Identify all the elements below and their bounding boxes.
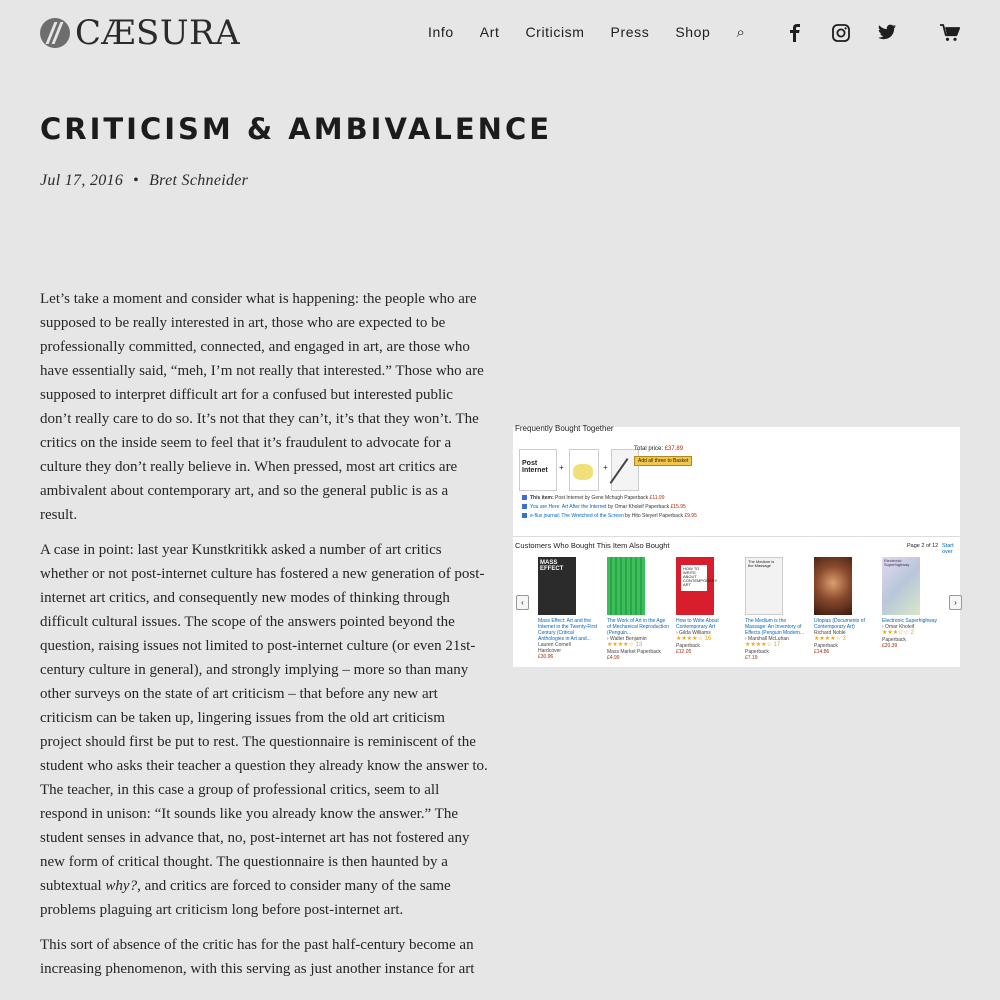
product-title[interactable]: The Work of Art in the Age of Mechanical Reproduction (Penguin... (607, 618, 669, 636)
product-price: £14.86 (814, 649, 830, 655)
product-author: › Gilda Williams (676, 630, 711, 636)
nav-art[interactable]: Art (479, 24, 500, 40)
product-rating: ★★★★☆ 13 (607, 642, 643, 648)
product-author: Lauren Cornell (538, 642, 571, 648)
row-lead: This item: (530, 495, 554, 501)
product-rating: ★★★★☆ 3 (814, 636, 846, 642)
article-title: CRITICISM & AMBIVALENCE (40, 112, 553, 146)
row-price: £9.95 (684, 513, 697, 519)
product-format: Mass Market Paperback (607, 649, 661, 655)
total-label: Total price: (634, 446, 664, 452)
paragraph-1: Let’s take a moment and consider what is happening: the people who are supposed to be really interested in art, those who are expected to be professionally committed, connected, and engaged in art, are those who have essentially said, “meh, I’m not really that interested.” Those who are supposed to interpret difficult art for a confused but interested public don’t really care to do so. It’s not that they can’t, it’s that they won’t. The critics on the inside seem to feel that it’s fraudulent to advocate for a culture they don’t really believe in. When pressed, most art critics are ambivalent about contemporary art, and so the general public is as a result. (40, 291, 484, 523)
product-title[interactable]: How to Write About Contemporary Art (676, 618, 719, 630)
cart-icon[interactable] (940, 24, 960, 42)
product-author: › Walter Benjamin (607, 636, 647, 642)
product-format: Paperback (882, 637, 906, 643)
paragraph-2-emphasis: why? (105, 878, 138, 894)
product-format: Hardcover (538, 648, 562, 654)
site-logo[interactable] (40, 13, 241, 53)
product-author: › Omar Kholeif (882, 624, 915, 630)
book-thumb-art-after-internet (569, 449, 599, 491)
paragraph-2 (40, 538, 488, 922)
product-price: £7.19 (745, 655, 758, 661)
nav-press[interactable]: Press (610, 24, 650, 40)
fbt-title: Frequently Bought Together (515, 424, 614, 433)
brand-name: CÆSURA (75, 13, 241, 53)
product-cover[interactable] (814, 557, 852, 615)
row-format: Paperback (659, 513, 683, 519)
product-cover[interactable] (607, 557, 645, 615)
fbt-row-1 (522, 495, 664, 501)
product-title[interactable]: Utopias (Documents of Contemporary Art) (814, 618, 865, 630)
product-cover-label: HOW TO WRITE ABOUT CONTEMPORARY ART (681, 565, 707, 591)
product-rating: ★★★☆☆ 2 (882, 630, 914, 636)
product-cover[interactable]: MASS EFFECT (538, 557, 576, 615)
row-author: by Hito Steyerl (625, 513, 658, 519)
start-over-link[interactable]: Start over (942, 543, 954, 555)
product-rating: ★★★★☆ 17 (745, 642, 781, 648)
fbt-row-2 (522, 504, 686, 510)
nav-shop[interactable]: Shop (675, 24, 711, 40)
section-divider (513, 536, 960, 537)
logo-mark-icon (40, 18, 70, 48)
article-figure-screenshot (513, 424, 960, 667)
paragraph-2-text-b: , and critics are forced to consider many of the same problems plaguing art criticism long before post-internet art. (40, 878, 451, 918)
row-format: Paperback (645, 504, 670, 510)
page-of-label: Page 2 of 12 (907, 543, 939, 549)
checkbox-icon[interactable] (522, 504, 527, 509)
row-author: by Gene Mchugh (584, 495, 623, 501)
product-price: £30.96 (538, 654, 554, 660)
nav-info[interactable]: Info (428, 24, 454, 40)
article-body (40, 287, 488, 992)
row-title: Post Internet (555, 495, 584, 501)
product-title[interactable]: The Medium is the Massage: An Inventory of Effects (Penguin Modern... (745, 618, 805, 636)
twitter-icon[interactable] (878, 24, 896, 40)
article-author[interactable]: Bret Schneider (149, 172, 249, 189)
row-format: Paperback (624, 495, 649, 501)
plus-icon: + (603, 463, 608, 472)
meta-separator: • (133, 172, 140, 189)
checkbox-icon[interactable] (522, 495, 527, 500)
product-title[interactable]: Electronic Superhighway (882, 618, 938, 624)
total-price-line (634, 446, 683, 452)
row-lead: You are Here: (530, 504, 561, 510)
row-price: £11.99 (649, 495, 665, 501)
facebook-icon[interactable] (788, 24, 802, 42)
row-price: £15.95 (670, 504, 686, 510)
fbt-row-3 (522, 513, 697, 519)
product-card[interactable] (882, 557, 944, 649)
product-rating: ★★★★☆ 16 (676, 636, 712, 642)
product-author: › Marshall McLuhan (745, 636, 789, 642)
row-title[interactable]: Art After the Internet (561, 504, 607, 510)
product-card[interactable] (745, 557, 807, 661)
product-cover[interactable]: The Medium is the Massage (745, 557, 783, 615)
article-meta (40, 172, 248, 190)
product-cover[interactable]: Electronic Superhighway (882, 557, 920, 615)
main-nav (428, 24, 771, 41)
checkbox-icon[interactable] (522, 513, 527, 518)
plus-icon: + (559, 463, 564, 472)
article-date: Jul 17, 2016 (40, 172, 124, 189)
instagram-icon[interactable] (832, 24, 850, 42)
book-cover-blob (573, 464, 593, 480)
book-thumb-title: Post Internet (522, 460, 548, 474)
product-cover[interactable] (676, 557, 718, 615)
product-price: £4.99 (607, 655, 620, 661)
book-thumb-post-internet (519, 449, 557, 491)
carousel-next-button[interactable]: › (949, 595, 962, 610)
product-title[interactable]: Mass Effect: Art and the Internet in the Twenty-First Century (Critical Anthologies in Art and... (538, 618, 598, 642)
row-title[interactable]: e-flux journal: The Wretched of the Screen (530, 513, 624, 519)
product-card[interactable] (676, 557, 738, 655)
product-price: £20.39 (882, 643, 898, 649)
row-author: by Omar Kholeif (607, 504, 644, 510)
product-card[interactable] (538, 557, 600, 660)
paragraph-3: This sort of absence of the critic has for the past half-century become an increasing phenomenon, with this serving as just another instance for art (40, 937, 475, 977)
product-format: Paperback (745, 649, 769, 655)
product-card[interactable] (607, 557, 669, 661)
product-format: Paperback (676, 643, 700, 649)
add-all-button[interactable]: Add all three to Basket (634, 456, 692, 466)
product-format: Paperback (814, 643, 838, 649)
product-card[interactable] (814, 557, 876, 655)
book-cover-line (610, 458, 629, 484)
search-icon[interactable]: ⌕ (736, 24, 746, 41)
cwb-title: Customers Who Bought This Item Also Bought (515, 541, 670, 550)
nav-criticism[interactable]: Criticism (525, 24, 585, 40)
carousel-prev-button[interactable]: ‹ (516, 595, 529, 610)
product-price: £12.05 (676, 649, 692, 655)
total-price: £37.89 (664, 446, 684, 452)
paragraph-2-text-a: A case in point: last year Kunstkritikk asked a number of art critics whether or not post-internet culture has fostered a new generation of post-internet art critics, and consequently new modes of thinking through difficult cultural issues. The scope of the answers pointed beyond the question, raising issues not limited to post-internet culture (or even 21st-century culture in general), and strongly implying – more so than many other surveys on the state of art criticism – that before any new art criticism can be taken up, lingering issues from the old art criticism project should first be put to rest. The questionnaire is reminiscent of the student who asks their teacher a question they already know the answer to. The teacher, in this case a group of professional critics, seem to all respond in unison: “It sounds like you already know the answer.” The student senses in advance that, no, post-internet art has not fostered any new form of critical thought. The questionnaire is then haunted by a subtextual (40, 542, 488, 894)
product-author: Richard Noble (814, 630, 846, 636)
